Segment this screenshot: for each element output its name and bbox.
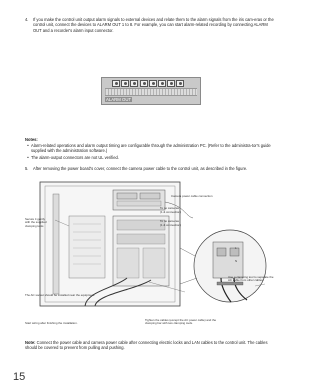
step-4-text: If you make the control unit output alarm signals to external devices and relate them to the alarm signals from the iris cam-eras or the control unit, connect the devices to ALARM OUT 1 to 8. For example, you can start alarm-related recording by connecting ALARM OUT and a recorder's alarm input connector. xyxy=(33,17,274,33)
alarm-terminal xyxy=(130,80,138,87)
page-number: 15 xyxy=(13,371,26,383)
alarm-terminal xyxy=(149,80,157,87)
callout-secure-bands: Secure it gently with the supplied clamping tools xyxy=(25,217,47,228)
step-5-number: 5. xyxy=(25,166,29,171)
callout-camera-power: Camera power cable connection xyxy=(171,194,213,198)
callout-ac-socket: The AC socket should be installed near the equipment. xyxy=(25,293,96,297)
note-item xyxy=(25,143,275,154)
alarm-terminal xyxy=(140,80,148,87)
terminal-label-n: N xyxy=(235,259,238,263)
alarm-terminal xyxy=(121,80,129,87)
callout-use-clamping-band: Use a clamping tool to separate the AC cable from other cables. xyxy=(228,275,274,283)
alarm-terminal xyxy=(167,80,175,87)
control-unit-wiring-figure xyxy=(25,176,280,312)
callout-unit-connection-top: (1 & connection) xyxy=(160,210,182,214)
step-5 xyxy=(25,166,275,171)
terminal-label-l: L xyxy=(235,246,237,250)
alarm-out-label: ALARM OUT xyxy=(106,97,132,102)
bottom-note-label: Note: xyxy=(25,340,36,345)
alarm-terminal-row xyxy=(112,80,184,87)
note-item-text: Alarm-related operations and alarm output timing are configurable through the administration PC. (Refer to the administra-tor's guide supplied with the administration software.) xyxy=(31,143,271,154)
callout-to-no-cameras-top: To no cameras xyxy=(160,206,179,210)
bottom-note-text: Connect the power cable and camera power cable after connecting electric locks and LAN cables to the control unit. The cables should be covered to prevent from pulling and pushing. xyxy=(25,340,268,351)
callout-unit-connection-mid: (1 & connection) xyxy=(160,223,182,227)
note-item-text: The alarm-output connectors are not UL verified. xyxy=(31,155,119,160)
callout-tighten-cables: Tighten the cables (except the AC power cable) and the clamping bar with two clamping tools. xyxy=(145,318,217,326)
bullet-icon: • xyxy=(27,143,29,148)
alarm-out-connector-figure xyxy=(101,77,201,105)
notes-heading: Notes: xyxy=(25,137,38,142)
callout-start-wiring: Start wiring after finishing the installation. xyxy=(25,321,78,325)
step-4-number: 4. xyxy=(25,17,29,22)
step-5-text: After removing the power board's cover, connect the camera power cable to the control unit, as described in the figure. xyxy=(33,166,248,171)
bottom-note xyxy=(25,340,277,351)
bullet-icon: • xyxy=(27,155,29,160)
alarm-terminal-strip xyxy=(105,88,197,96)
note-item xyxy=(25,155,275,160)
alarm-terminal xyxy=(158,80,166,87)
callout-to-no-cameras-mid: To no cameras xyxy=(160,219,179,223)
alarm-terminal xyxy=(176,80,184,87)
alarm-terminal xyxy=(112,80,120,87)
step-4 xyxy=(25,17,275,33)
